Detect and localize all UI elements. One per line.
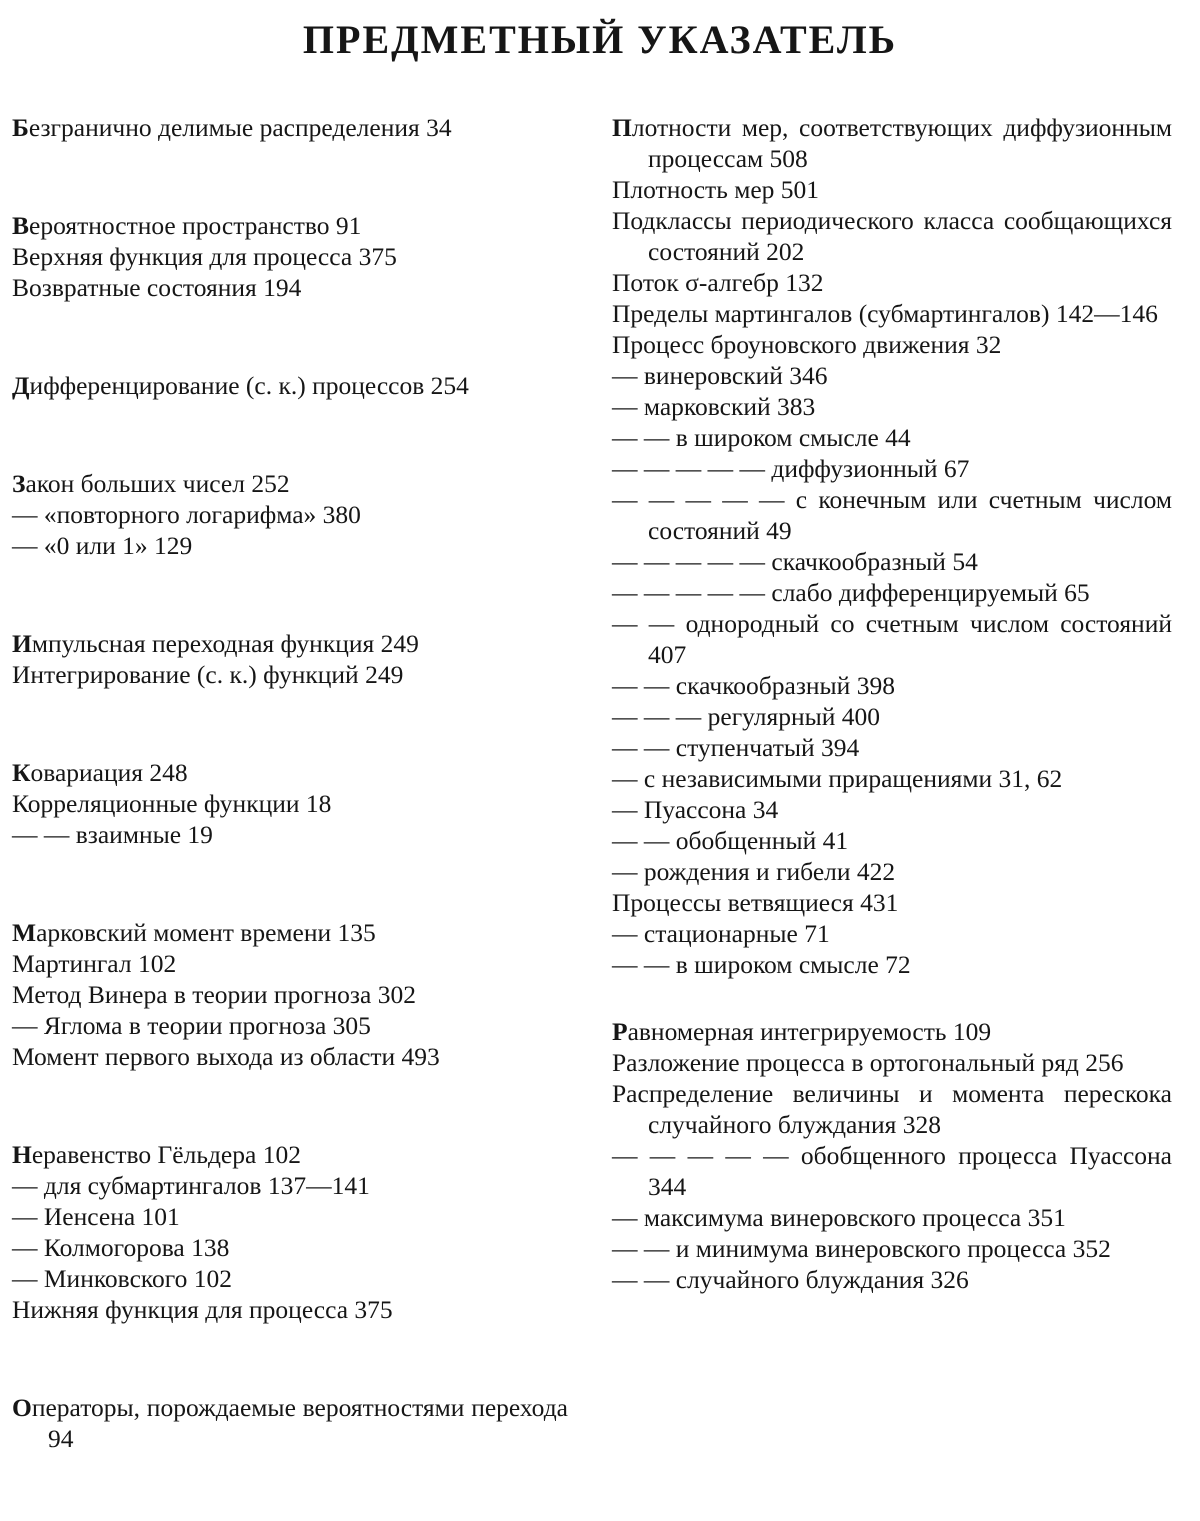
index-entry (612, 1016, 1172, 1047)
index-column-right (612, 112, 1172, 1295)
index-entry-text: ифференцирование (с. к.) процессов 254 (29, 371, 469, 400)
index-entry (12, 757, 568, 788)
index-entry: — «повторного логарифма» 380 (12, 500, 361, 529)
index-entry: Момент первого выхода из области 493 (12, 1042, 440, 1071)
index-entry: — Минковского 102 (12, 1264, 232, 1293)
index-section-letter: П (612, 113, 632, 142)
index-column-left (12, 112, 568, 1454)
index-section-letter: К (12, 758, 31, 787)
index-entry (12, 1392, 568, 1454)
index-entry: Интегрирование (с. к.) функций 249 (12, 660, 404, 689)
index-entry: Процесс броуновского движения 32 (612, 330, 1002, 359)
index-entry (12, 628, 568, 659)
index-entry: — — однородный со счетным числом состояний 407 (612, 609, 1172, 669)
index-entry (12, 468, 568, 499)
index-entry: — Пуассона 34 (612, 795, 779, 824)
index-entry-text: авномерная интегрируемость 109 (627, 1017, 992, 1046)
index-entry: Разложение процесса в ортогональный ряд 256 (612, 1048, 1124, 1077)
index-entry: — — ступенчатый 394 (612, 733, 860, 762)
index-entry-text: еравенство Гёльдера 102 (31, 1140, 301, 1169)
index-entry: — — и минимума винеровского процесса 352 (612, 1234, 1111, 1263)
index-entry: Поток σ-алгебр 132 (612, 268, 824, 297)
index-entry: Плотность мер 501 (612, 175, 820, 204)
index-entry (12, 917, 568, 948)
index-entry: Подклассы периодического класса сообщающихся состояний 202 (612, 206, 1172, 266)
index-entry: Корреляционные функции 18 (12, 789, 332, 818)
index-entry: — — случайного блуждания 326 (612, 1265, 969, 1294)
index-entry: — — в широком смысле 72 (612, 950, 911, 979)
index-section-letter: О (12, 1393, 32, 1422)
index-entry: — стационарные 71 (612, 919, 830, 948)
index-entry: — — — — — слабо дифференцируемый 65 (612, 578, 1090, 607)
index-section-letter: Б (12, 113, 29, 142)
index-entry-text: ператоры, порождаемые вероятностями перехода 94 (31, 1393, 568, 1453)
index-entry: Процессы ветвящиеся 431 (612, 888, 899, 917)
index-entry: Пределы мартингалов (субмартингалов) 142—146 (612, 299, 1158, 328)
index-entry-text: арковский момент времени 135 (36, 918, 376, 947)
index-entry: — Ягломa в теории прогноза 305 (12, 1011, 371, 1040)
index-entry: — с независимыми приращениями 31, 62 (612, 764, 1063, 793)
index-entry: — — — — — с конечным или счетным числом состояний 49 (612, 485, 1172, 545)
index-entry-text: ероятностное пространство 91 (29, 211, 362, 240)
index-section-letter: Д (12, 371, 30, 400)
index-entry: Нижняя функция для процесса 375 (12, 1295, 393, 1324)
index-section-letter: И (12, 629, 32, 658)
index-entry-text: акон больших чисел 252 (25, 469, 290, 498)
index-entry: — — обобщенный 41 (612, 826, 849, 855)
index-entry (12, 112, 568, 143)
index-section-letter: М (12, 918, 37, 947)
index-entry-text: лотности мер, соответствующих диффузионным процессам 508 (631, 113, 1172, 173)
index-entry: — максимума винеровского процесса 351 (612, 1203, 1066, 1232)
index-entry (12, 370, 568, 401)
page-title: ПРЕДМЕТНЫЙ УКАЗАТЕЛЬ (302, 17, 898, 62)
index-entry: — — в широком смысле 44 (612, 423, 911, 452)
index-entry (12, 210, 568, 241)
index-entry: — Иенсена 101 (12, 1202, 180, 1231)
index-entry: — — — — — скачкообразный 54 (612, 547, 978, 576)
index-section-letter: В (12, 211, 30, 240)
index-entry (612, 112, 1172, 174)
index-entry: — рождения и гибели 422 (612, 857, 896, 886)
index-entry-text: мпульсная переходная функция 249 (31, 629, 419, 658)
index-entry: — «0 или 1» 129 (12, 531, 193, 560)
index-entry: Верхняя функция для процесса 375 (12, 242, 397, 271)
index-entry: — для субмартингалов 137—141 (12, 1171, 370, 1200)
index-entry (12, 1139, 568, 1170)
index-entry-text: езгранично делимые распределения 34 (28, 113, 452, 142)
index-entry: Распределение величины и момента перескока случайного блуждания 328 (612, 1079, 1172, 1139)
index-section-letter: Р (612, 1017, 628, 1046)
index-entry: — — — — — обобщенного процесса Пуассона 344 (612, 1141, 1172, 1201)
index-entry-text: овариация 248 (30, 758, 188, 787)
index-entry: — марковский 383 (612, 392, 816, 421)
index-entry: — — скачкообразный 398 (612, 671, 895, 700)
index-entry: Метод Винера в теории прогноза 302 (12, 980, 416, 1009)
index-section-letter: З (12, 469, 26, 498)
index-entry: — — — — — диффузионный 67 (612, 454, 970, 483)
index-entry: — — — регулярный 400 (612, 702, 881, 731)
index-entry: Возвратные состояния 194 (12, 273, 302, 302)
index-entry: — винеровский 346 (612, 361, 828, 390)
index-section-letter: Н (12, 1140, 32, 1169)
index-entry: Мартингал 102 (12, 949, 177, 978)
index-entry: — Колмогорова 138 (12, 1233, 230, 1262)
index-entry: — — взаимные 19 (12, 820, 213, 849)
